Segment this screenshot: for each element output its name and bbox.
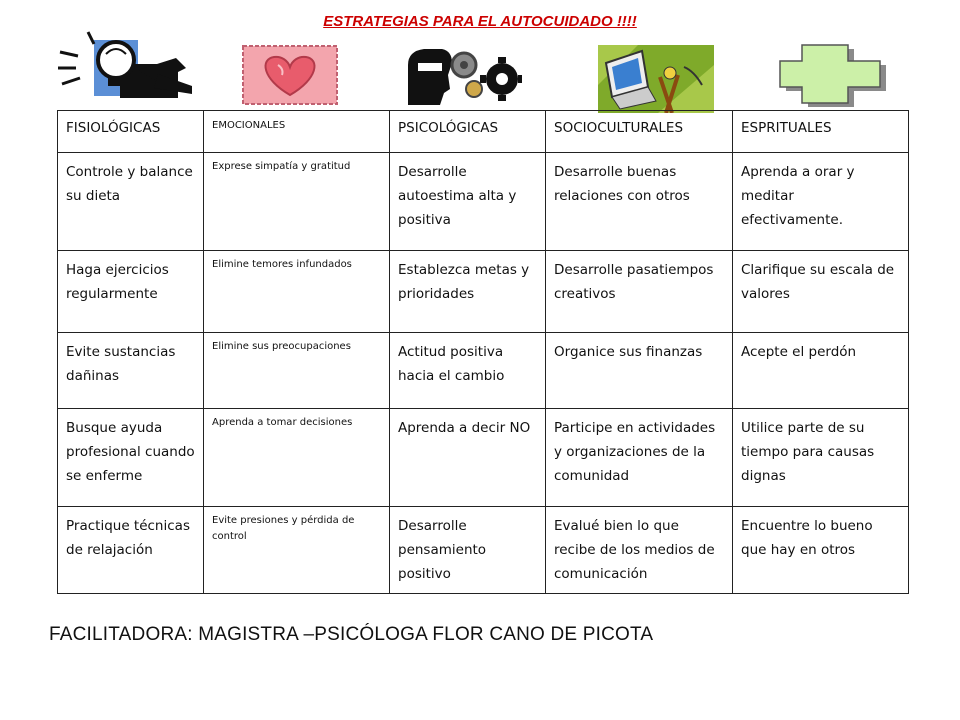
table-cell: Participe en actividades y organizaciones de la comunidad [546,409,733,507]
gears-head-icon [404,45,522,105]
table-cell: Elimine sus preocupaciones [204,333,390,409]
table-row [58,251,909,333]
strategies-table [57,110,909,594]
table-cell: Encuentre lo bueno que hay en otros [733,507,909,594]
table-row [58,333,909,409]
table-row [58,153,909,251]
table-cell: Actitud positiva hacia el cambio [390,333,546,409]
table-cell: Evite sustancias dañinas [58,333,204,409]
table-cell: Evalué bien lo que recibe de los medios de comunicación [546,507,733,594]
table-header-row [58,111,909,153]
table-cell: Haga ejercicios regularmente [58,251,204,333]
table-cell: Organice sus finanzas [546,333,733,409]
table-cell: Desarrolle pasatiempos creativos [546,251,733,333]
table-cell: Clarifique su escala de valores [733,251,909,333]
facilitator-credit: FACILITADORA: MAGISTRA –PSICÓLOGA FLOR CANO DE PICOTA [49,624,654,645]
table-cell: Desarrolle pensamiento positivo [390,507,546,594]
table-cell: Evite presiones y pérdida de control [204,507,390,594]
table-cell: Establezca metas y prioridades [390,251,546,333]
header-cell: ESPRITUALES [733,111,909,153]
page-title: ESTRATEGIAS PARA EL AUTOCUIDADO !!!! [323,13,637,30]
table-cell: Aprenda a orar y meditar efectivamente. [733,153,909,251]
table-cell: Desarrolle autoestima alta y positiva [390,153,546,251]
table-cell: Aprenda a decir NO [390,409,546,507]
heart-card-icon [242,45,338,105]
table-cell: Practique técnicas de relajación [58,507,204,594]
header-cell: EMOCIONALES [204,111,390,153]
header-cell: FISIOLÓGICAS [58,111,204,153]
table-row [58,507,909,594]
table-cell: Utilice parte de su tiempo para causas dignas [733,409,909,507]
lightbulb-runner-icon [58,30,198,102]
table-cell: Busque ayuda profesional cuando se enferme [58,409,204,507]
table-row [58,409,909,507]
table-cell: Controle y balance su dieta [58,153,204,251]
table-cell: Elimine temores infundados [204,251,390,333]
table-cell: Aprenda a tomar decisiones [204,409,390,507]
header-cell: SOCIOCULTURALES [546,111,733,153]
table-cell: Desarrolle buenas relaciones con otros [546,153,733,251]
computer-network-icon [598,45,714,113]
table-cell: Acepte el perdón [733,333,909,409]
header-cell: PSICOLÓGICAS [390,111,546,153]
table-cell: Exprese simpatía y gratitud [204,153,390,251]
cross-shape-icon [778,43,890,109]
